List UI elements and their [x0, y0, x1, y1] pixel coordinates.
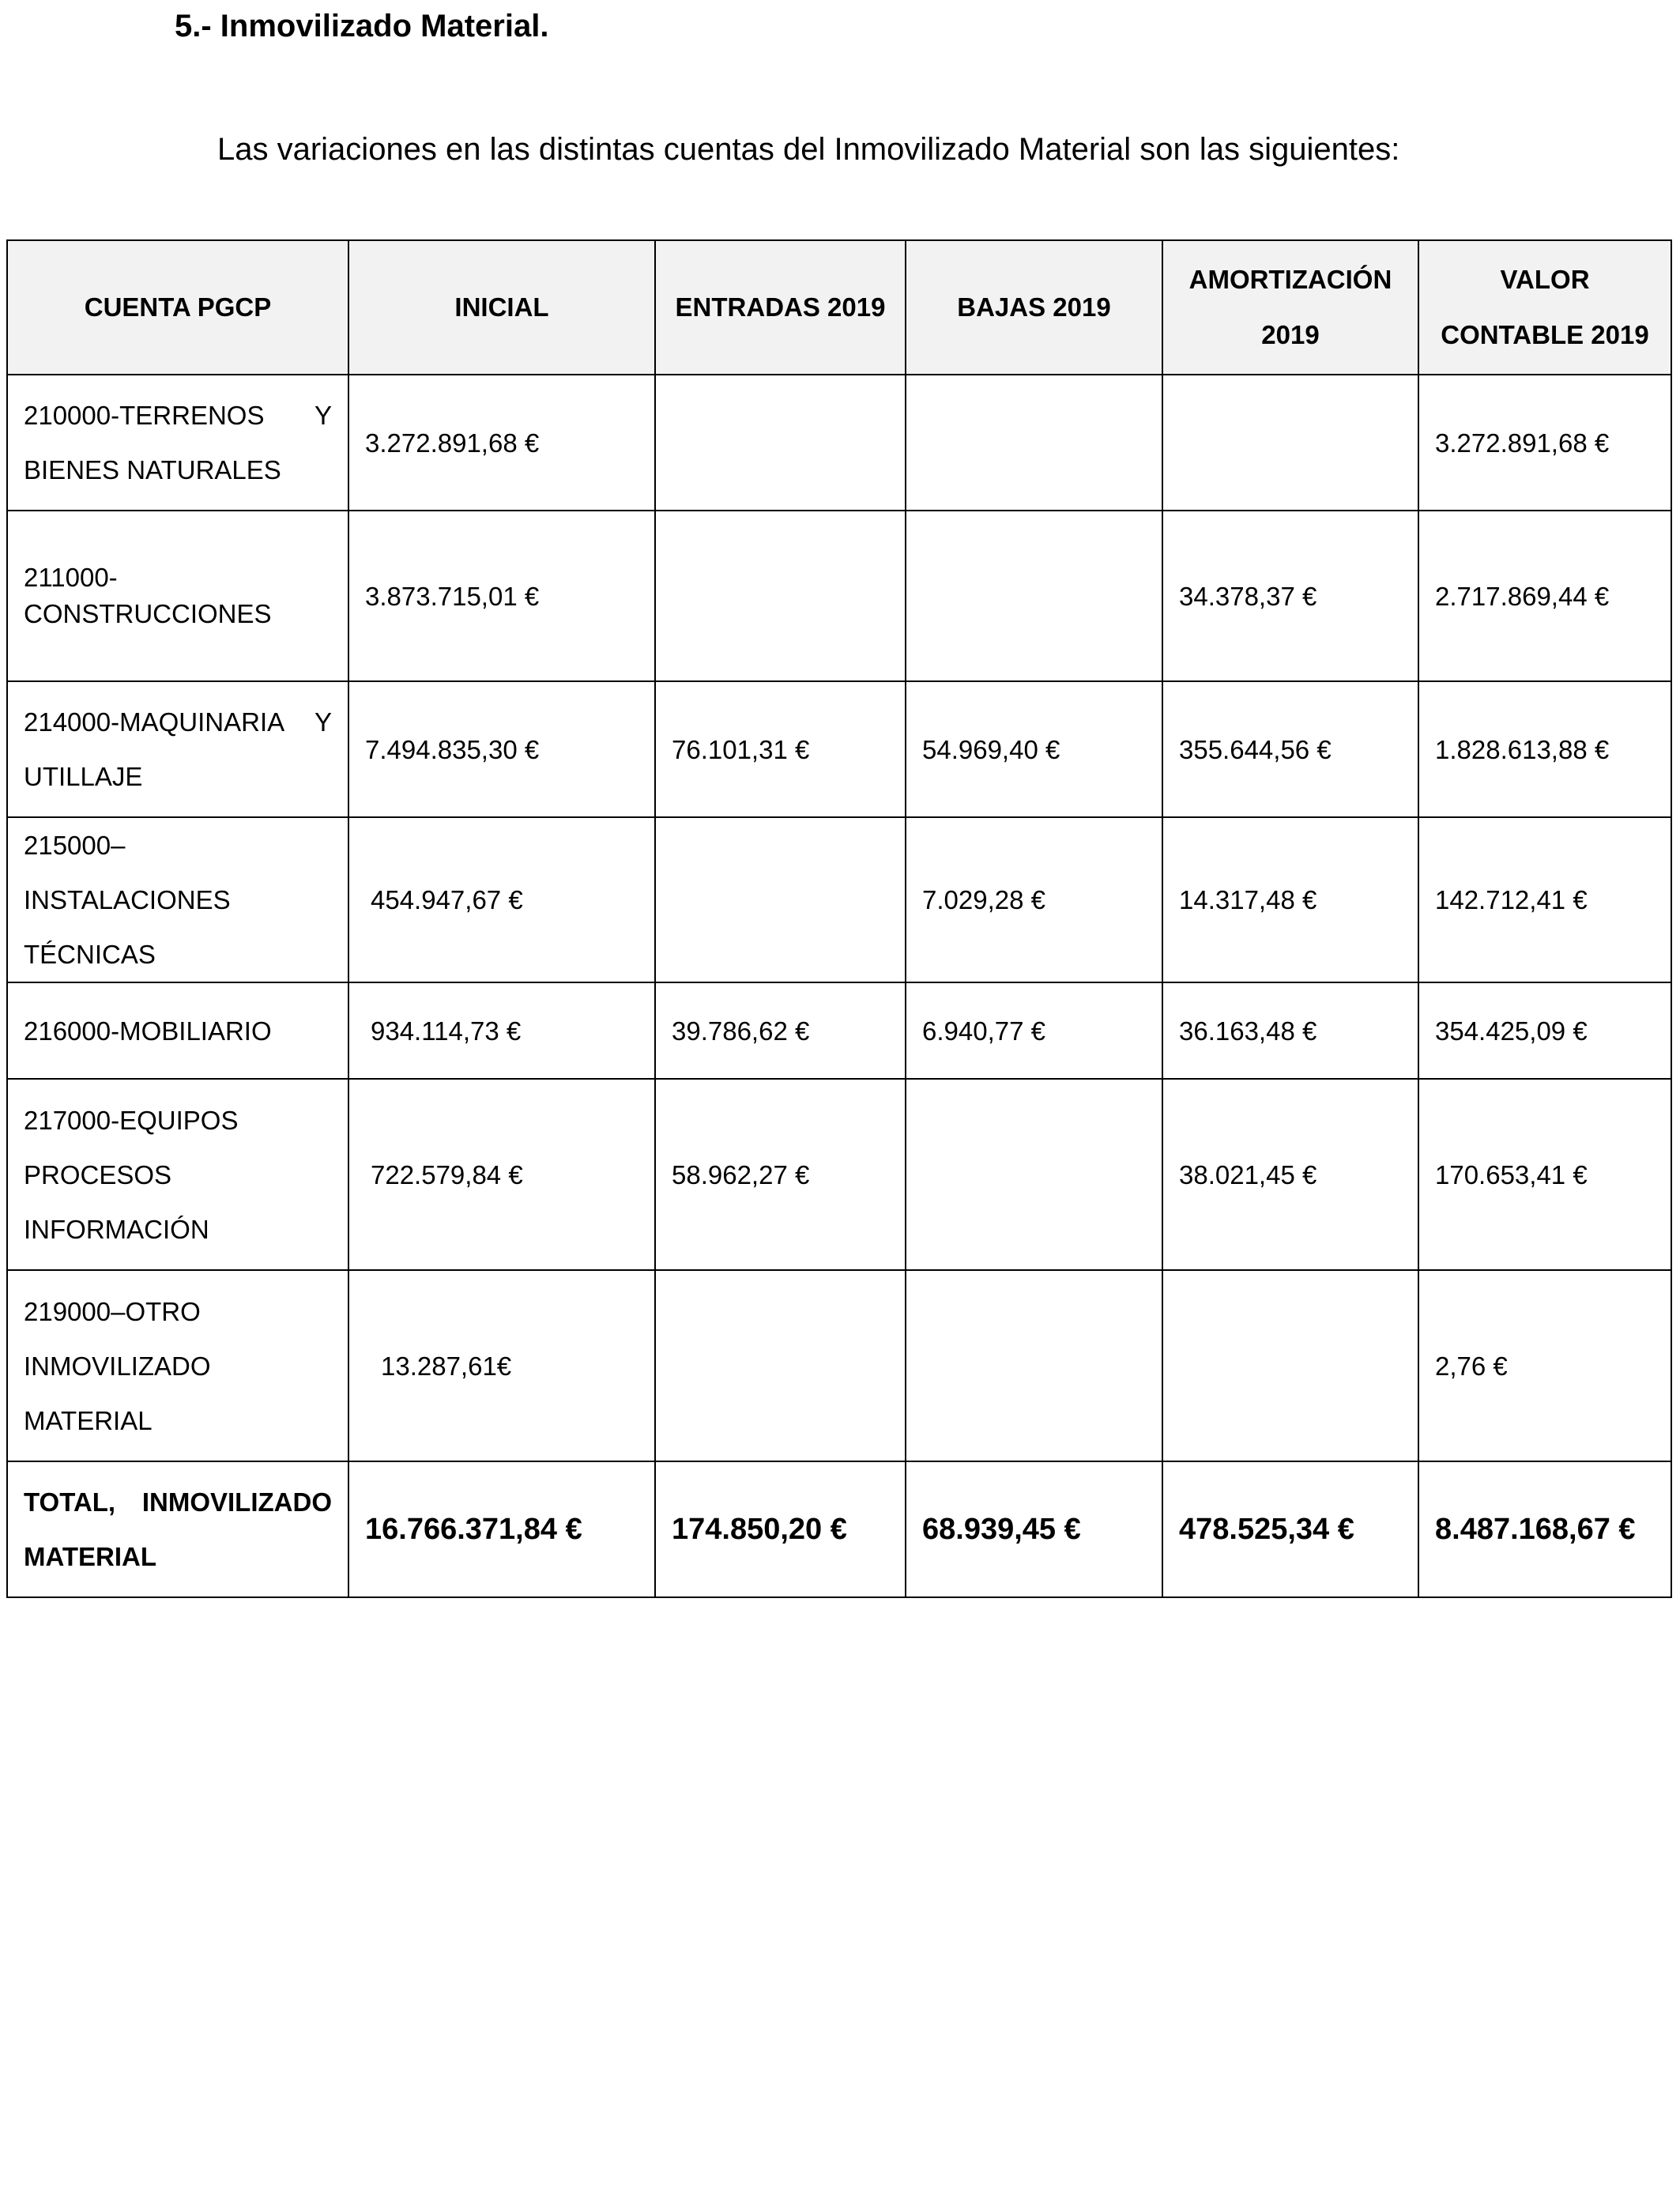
valor-contable-cell: 170.653,41 €	[1418, 1079, 1671, 1270]
valor-contable-cell: 354.425,09 €	[1418, 982, 1671, 1079]
inicial-cell: 454.947,67 €	[348, 817, 655, 982]
bajas-cell	[906, 511, 1162, 681]
entradas-cell	[655, 375, 906, 511]
entradas-cell: 76.101,31 €	[655, 681, 906, 817]
entradas-cell	[655, 1270, 906, 1461]
amortizacion-cell: 34.378,37 €	[1162, 511, 1418, 681]
valor-contable-cell: 1.828.613,88 €	[1418, 681, 1671, 817]
account-cell: 216000-MOBILIARIO	[7, 982, 348, 1079]
amortizacion-cell	[1162, 1270, 1418, 1461]
header-bajas: BAJAS 2019	[906, 240, 1162, 375]
header-cuenta: CUENTA PGCP	[7, 240, 348, 375]
inicial-cell: 3.272.891,68 €	[348, 375, 655, 511]
intro-paragraph: Las variaciones en las distintas cuentas del Inmovilizado Material son las siguientes:	[217, 132, 1400, 167]
amortizacion-cell: 38.021,45 €	[1162, 1079, 1418, 1270]
bajas-cell: 6.940,77 €	[906, 982, 1162, 1079]
amortizacion-cell: 355.644,56 €	[1162, 681, 1418, 817]
bajas-cell	[906, 1270, 1162, 1461]
table-row	[7, 1270, 1671, 1461]
inicial-cell: 13.287,61€	[348, 1270, 655, 1461]
entradas-cell: 39.786,62 €	[655, 982, 906, 1079]
table-row	[7, 375, 1671, 511]
total-label: TOTAL, INMOVILIZADO MATERIAL	[7, 1461, 348, 1597]
account-cell: 217000-EQUIPOS PROCESOS INFORMACIÓN	[7, 1079, 348, 1270]
section-title: 5.- Inmovilizado Material.	[175, 9, 549, 43]
header-amortizacion: AMORTIZACIÓN 2019	[1162, 240, 1418, 375]
entradas-cell: 58.962,27 €	[655, 1079, 906, 1270]
total-row	[7, 1461, 1671, 1597]
inicial-cell: 3.873.715,01 €	[348, 511, 655, 681]
table-row	[7, 982, 1671, 1079]
account-cell: 219000–OTRO INMOVILIZADO MATERIAL	[7, 1270, 348, 1461]
amortizacion-cell: 36.163,48 €	[1162, 982, 1418, 1079]
valor-contable-cell: 2,76 €	[1418, 1270, 1671, 1461]
bajas-cell: 7.029,28 €	[906, 817, 1162, 982]
inicial-cell: 7.494.835,30 €	[348, 681, 655, 817]
inicial-cell: 934.114,73 €	[348, 982, 655, 1079]
amortizacion-cell: 14.317,48 €	[1162, 817, 1418, 982]
bajas-cell: 54.969,40 €	[906, 681, 1162, 817]
table-row	[7, 511, 1671, 681]
valor-contable-cell: 3.272.891,68 €	[1418, 375, 1671, 511]
header-entradas: ENTRADAS 2019	[655, 240, 906, 375]
account-cell: 214000-MAQUINARIA Y UTILLAJE	[7, 681, 348, 817]
total-amortizacion: 478.525,34 €	[1162, 1461, 1418, 1597]
table-row	[7, 681, 1671, 817]
fixed-assets-table	[6, 239, 1672, 1598]
table-header-row	[7, 240, 1671, 375]
bajas-cell	[906, 1079, 1162, 1270]
total-valor-contable: 8.487.168,67 €	[1418, 1461, 1671, 1597]
account-cell: 215000–INSTALACIONES TÉCNICAS	[7, 817, 348, 982]
valor-contable-cell: 2.717.869,44 €	[1418, 511, 1671, 681]
table-row	[7, 817, 1671, 982]
amortizacion-cell	[1162, 375, 1418, 511]
valor-contable-cell: 142.712,41 €	[1418, 817, 1671, 982]
entradas-cell	[655, 511, 906, 681]
total-bajas: 68.939,45 €	[906, 1461, 1162, 1597]
header-valor-contable: VALOR CONTABLE 2019	[1418, 240, 1671, 375]
total-inicial: 16.766.371,84 €	[348, 1461, 655, 1597]
total-entradas: 174.850,20 €	[655, 1461, 906, 1597]
table-row	[7, 1079, 1671, 1270]
inicial-cell: 722.579,84 €	[348, 1079, 655, 1270]
account-cell: 211000- CONSTRUCCIONES	[7, 511, 348, 681]
entradas-cell	[655, 817, 906, 982]
header-inicial: INICIAL	[348, 240, 655, 375]
bajas-cell	[906, 375, 1162, 511]
account-cell: 210000-TERRENOS Y BIENES NATURALES	[7, 375, 348, 511]
